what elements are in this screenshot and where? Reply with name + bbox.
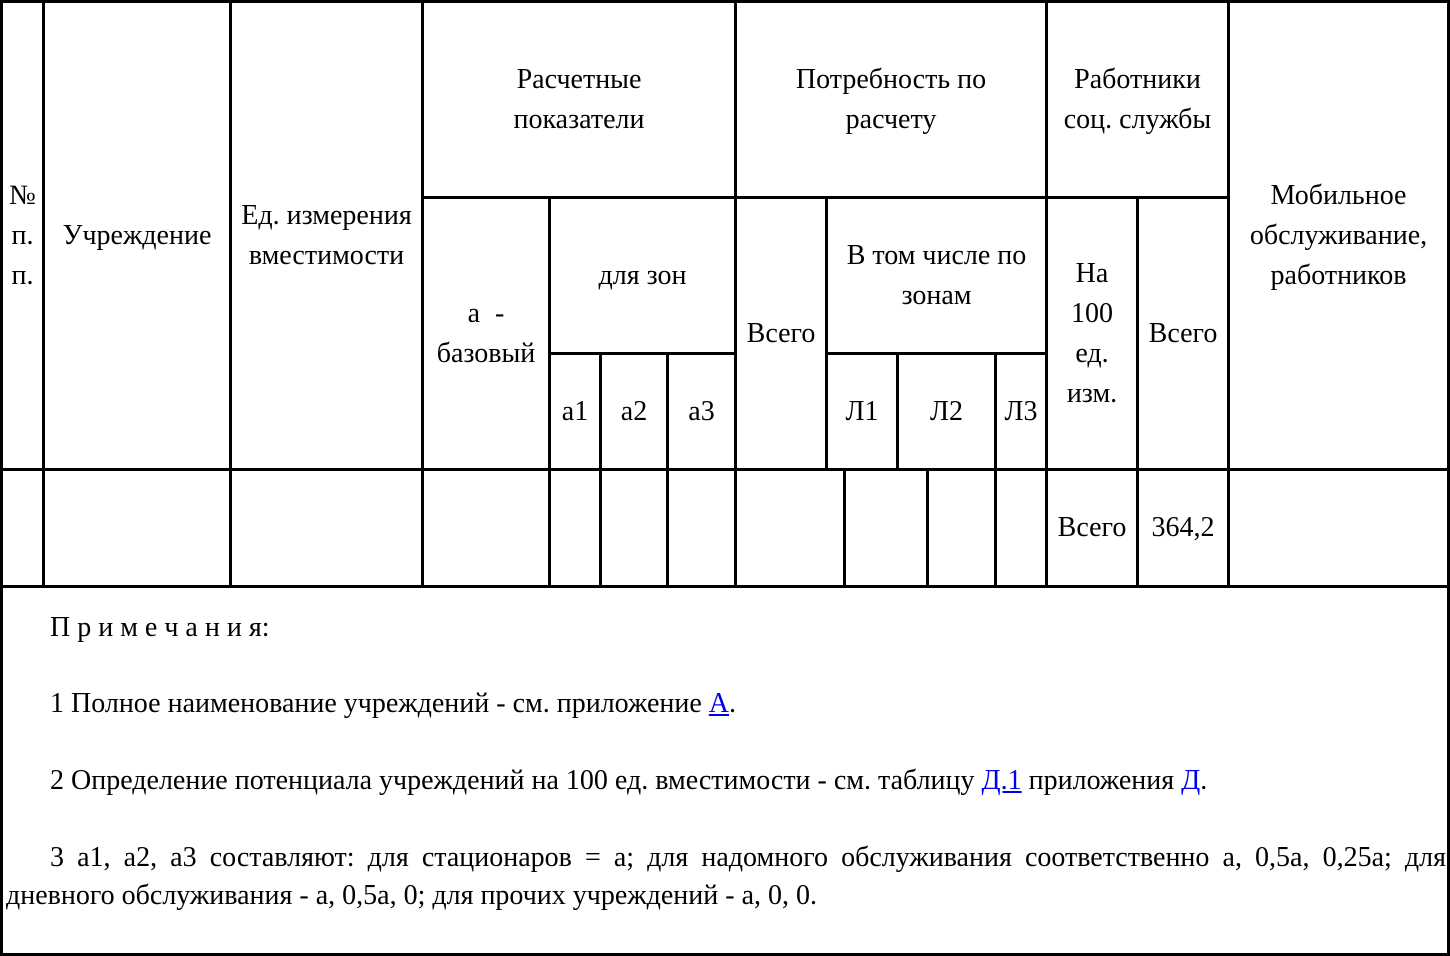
row-total-value: 364,2	[1151, 512, 1215, 543]
link-appendix-d[interactable]: Д	[1181, 765, 1201, 796]
header-institution: Учреждение	[62, 220, 212, 251]
notes-title: П р и м е ч а н и я:	[50, 612, 270, 643]
header-num: № п. п.	[9, 180, 36, 291]
row-bottom-line	[0, 585, 1450, 588]
header-calc-indicators: Расчетные показатели	[513, 63, 645, 135]
header-a3: а3	[688, 396, 715, 427]
link-appendix-a[interactable]: А	[708, 688, 730, 719]
header-base: а - базовый	[436, 298, 536, 369]
header-for-zones: для зон	[598, 259, 687, 291]
header-l1: Л1	[845, 396, 879, 427]
header-social-workers: Работники соц. службы	[1063, 63, 1212, 135]
header-mobile: Мобильное обслуживание, работников	[1249, 180, 1428, 291]
header-total: Всего	[746, 318, 816, 349]
header-a2: а2	[620, 396, 648, 427]
header-a1: а1	[561, 396, 589, 427]
note-3: 3 а1, а2, а3 составляют: для стационаров = а; для надомного обслуживания соответственно а, 0,5а, 0,25а; для дневного обслуживания - а, 0,5а, 0; для прочих учреждений - а, 0, 0.	[6, 842, 1446, 911]
header-l3: Л3	[1004, 396, 1038, 427]
row-total-label: Всего	[1057, 512, 1127, 543]
header-per-100: На 100 ед. изм.	[1066, 258, 1118, 409]
header-l2: Л2	[930, 396, 963, 427]
header-total-workers: Всего	[1148, 318, 1218, 349]
header-need-by-calc: Потребность по расчету	[795, 63, 987, 135]
header-incl-zones: В том числе по зонам	[846, 239, 1027, 311]
col-line	[843, 469, 846, 587]
header-unit: Ед. измерения вместимости	[241, 200, 412, 271]
col-line	[926, 469, 929, 587]
link-table-d1[interactable]: Д.1	[981, 765, 1022, 796]
note-2: 2 Определение потенциала учреждений на 100 ед. вместимости - см. таблицу Д.1 приложения Д.	[50, 765, 1208, 796]
note-1: 1 Полное наименование учреждений - см. приложение А.	[50, 688, 737, 719]
